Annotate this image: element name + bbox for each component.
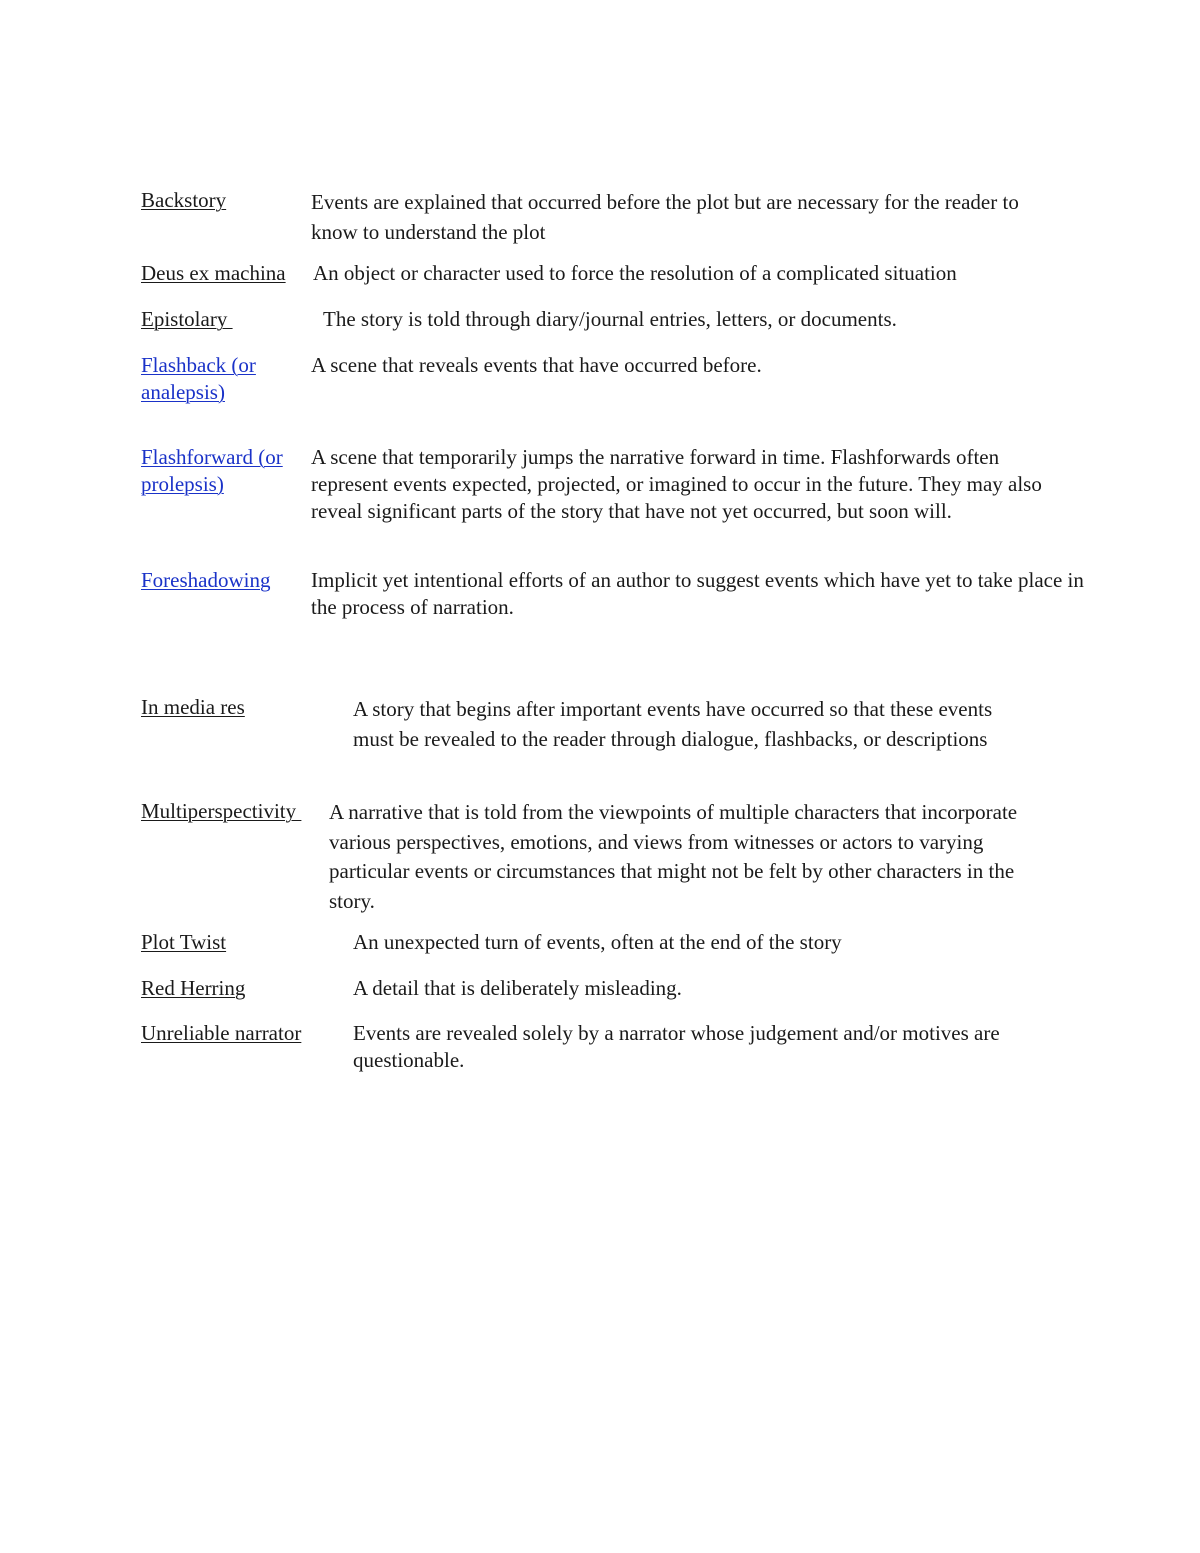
term-flashback-link[interactable]: Flashback (or analepsis): [141, 353, 256, 404]
term-plot-twist: Plot Twist: [141, 930, 227, 954]
definition-in-media-res: A story that begins after important events have occurred so that these events must be revealed to the reader through dialogue, flashbacks, or descriptions: [353, 697, 993, 751]
definition-deus-ex-machina: An object or character used to force the resolution of a complicated situation: [313, 261, 957, 285]
term-deus-ex-machina: Deus ex machina: [141, 261, 286, 285]
term-foreshadowing-link[interactable]: Foreshadowing: [141, 568, 271, 592]
definition-epistolary: The story is told through diary/journal entries, letters, or documents.: [323, 307, 897, 331]
definition-foreshadowing: Implicit yet intentional efforts of an author to suggest events which have yet to take place in the process of narration.: [311, 568, 1084, 619]
term-unreliable-narrator: Unreliable narrator: [141, 1021, 302, 1045]
term-multiperspectivity: Multiperspectivity: [141, 799, 302, 823]
definition-flashback: A scene that reveals events that have occurred before.: [311, 353, 762, 377]
definition-red-herring: A detail that is deliberately misleading.: [353, 976, 682, 1000]
definition-unreliable-narrator: Events are revealed solely by a narrator whose judgement and/or motives are questionable.: [353, 1021, 1000, 1072]
term-in-media-res: In media res: [141, 695, 245, 719]
term-flashforward-link[interactable]: Flashforward (or prolepsis): [141, 445, 283, 496]
definition-flashforward: A scene that temporarily jumps the narrative forward in time. Flashforwards often represent events expected, projected, or imagined to occur in the future. They may also reveal significant parts of the story that have not yet occurred, but soon will.: [311, 445, 1042, 523]
term-backstory: Backstory: [141, 188, 227, 212]
definition-plot-twist: An unexpected turn of events, often at the end of the story: [353, 930, 842, 954]
term-red-herring: Red Herring: [141, 976, 246, 1000]
definition-multiperspectivity: A narrative that is told from the viewpoints of multiple characters that incorporate various perspectives, emotions, and views from witnesses or actors to varying particular events or circumstances that might not be felt by other characters in the story.: [329, 800, 1018, 913]
term-epistolary: Epistolary: [141, 307, 233, 331]
definition-backstory: Events are explained that occurred before the plot but are necessary for the reader to know to understand the plot: [311, 190, 1019, 244]
